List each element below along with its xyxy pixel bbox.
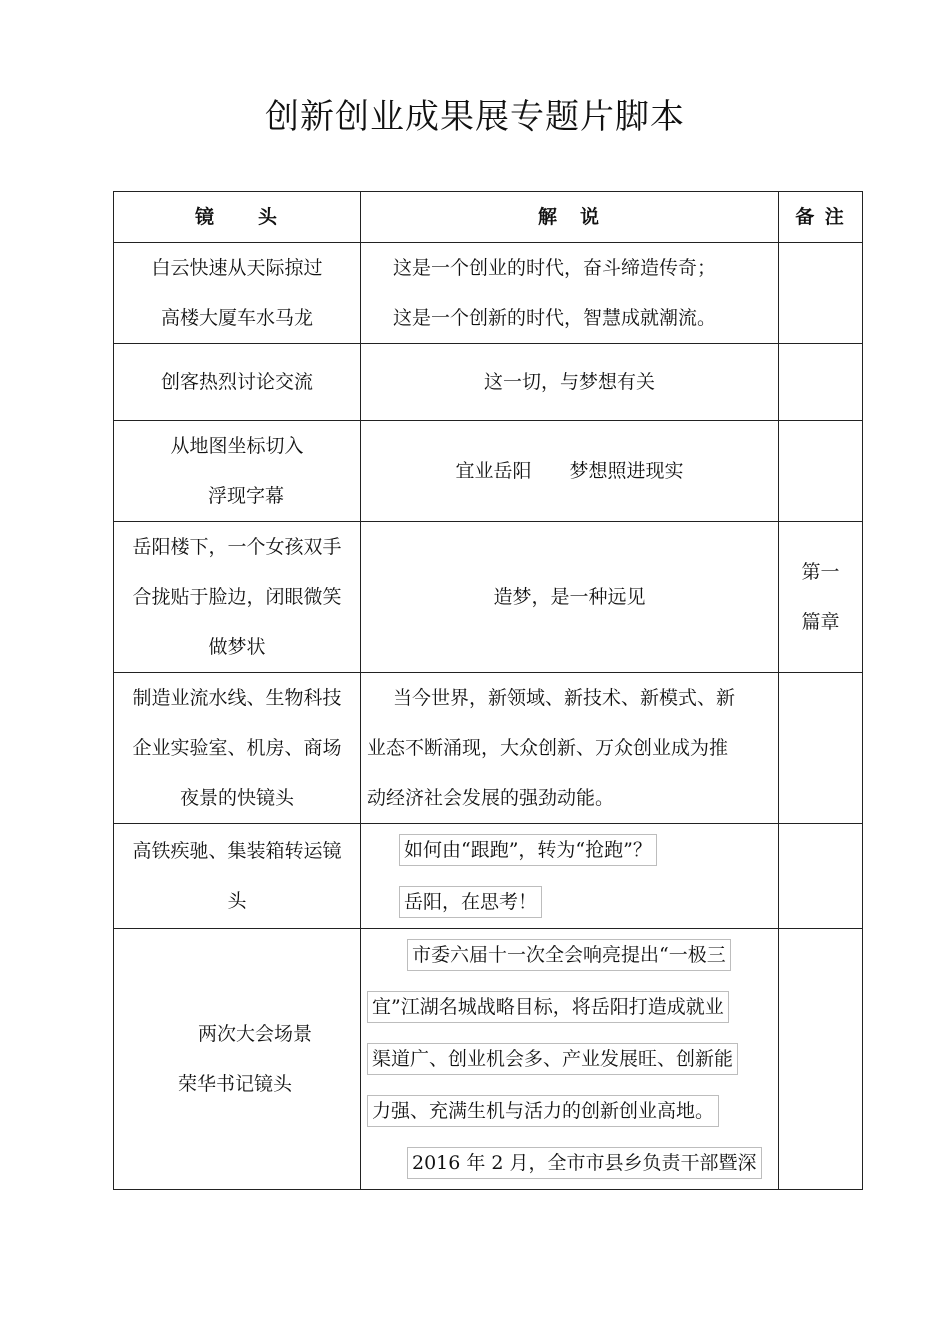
header-note: 备 注	[779, 192, 863, 243]
header-narration: 解 说	[361, 192, 779, 243]
narration-line: 业态不断涌现，大众创新、万众创业成为推	[367, 737, 729, 759]
narration-line: 力强、充满生机与活力的创新创业高地。	[367, 1095, 719, 1127]
narration-line: 这是一个创业的时代，奋斗缔造传奇；	[393, 257, 717, 279]
narration-line: 这一切，与梦想有关	[483, 371, 655, 393]
shot-line: 做梦状	[208, 636, 266, 658]
narration-cell	[361, 522, 779, 673]
shot-cell	[114, 673, 361, 824]
narration-line: 宜”江湖名城战略目标，将岳阳打造成就业	[367, 991, 729, 1023]
table-row	[114, 673, 863, 824]
shot-line: 荣华书记镜头	[178, 1073, 293, 1095]
shot-cell	[114, 421, 361, 522]
narration-cell	[361, 344, 779, 421]
note-cell	[779, 522, 863, 673]
note-cell	[779, 421, 863, 522]
narration-cell	[361, 929, 779, 1190]
narration-line: 岳阳，在思考！	[399, 886, 542, 918]
script-table	[113, 191, 863, 1190]
note-cell	[779, 243, 863, 344]
table-header-row	[114, 192, 863, 243]
narration-line: 渠道广、创业机会多、产业发展旺、创新能	[367, 1043, 738, 1075]
note-cell	[779, 824, 863, 929]
shot-cell	[114, 824, 361, 929]
table-row	[114, 344, 863, 421]
table-row	[114, 243, 863, 344]
shot-cell	[114, 344, 361, 421]
shot-line: 头	[227, 890, 247, 912]
note-cell	[779, 344, 863, 421]
narration-line: 如何由“跟跑”，转为“抢跑”？	[399, 834, 657, 866]
shot-line: 从地图坐标切入	[170, 435, 304, 457]
header-shot: 镜 头	[114, 192, 361, 243]
shot-line: 合拢贴于脸边，闭眼微笑	[132, 586, 342, 608]
narration-line: 这是一个创新的时代，智慧成就潮流。	[393, 307, 717, 329]
narration-cell	[361, 673, 779, 824]
narration-cell	[361, 243, 779, 344]
narration-line: 动经济社会发展的强劲动能。	[367, 787, 615, 809]
shot-cell	[114, 929, 361, 1190]
shot-line: 岳阳楼下，一个女孩双手	[132, 536, 342, 558]
table-row	[114, 421, 863, 522]
table-row	[114, 522, 863, 673]
note-line: 篇章	[801, 611, 840, 633]
shot-line: 制造业流水线、生物科技	[132, 687, 342, 709]
table-row	[114, 929, 863, 1190]
note-cell	[779, 929, 863, 1190]
narration-line: 2016 年 2 月，全市市县乡负责干部暨深	[407, 1147, 762, 1179]
narration-headline: 造梦，是一种远见	[493, 586, 646, 608]
narration-cell	[361, 824, 779, 929]
shot-line: 高楼大厦车水马龙	[160, 307, 313, 329]
shot-line: 创客热烈讨论交流	[160, 371, 313, 393]
note-cell	[779, 673, 863, 824]
shot-line: 两次大会场景	[198, 1023, 313, 1045]
narration-line: 市委六届十一次全会响亮提出“一极三	[407, 939, 731, 971]
note-line: 第一	[801, 561, 840, 583]
shot-line: 企业实验室、机房、商场	[132, 737, 342, 759]
shot-cell	[114, 243, 361, 344]
shot-line: 白云快速从天际掠过	[151, 257, 323, 279]
shot-cell	[114, 522, 361, 673]
narration-cell	[361, 421, 779, 522]
narration-line: 当今世界，新领域、新技术、新模式、新	[393, 687, 736, 709]
table-row	[114, 824, 863, 929]
page-title: 创新创业成果展专题片脚本	[265, 97, 685, 137]
narration-line: 宜业岳阳 梦想照进现实	[455, 460, 684, 482]
shot-line: 夜景的快镜头	[179, 787, 294, 809]
shot-line: 高铁疾驰、集装箱转运镜	[132, 840, 342, 862]
shot-line: 浮现字幕	[208, 485, 285, 507]
